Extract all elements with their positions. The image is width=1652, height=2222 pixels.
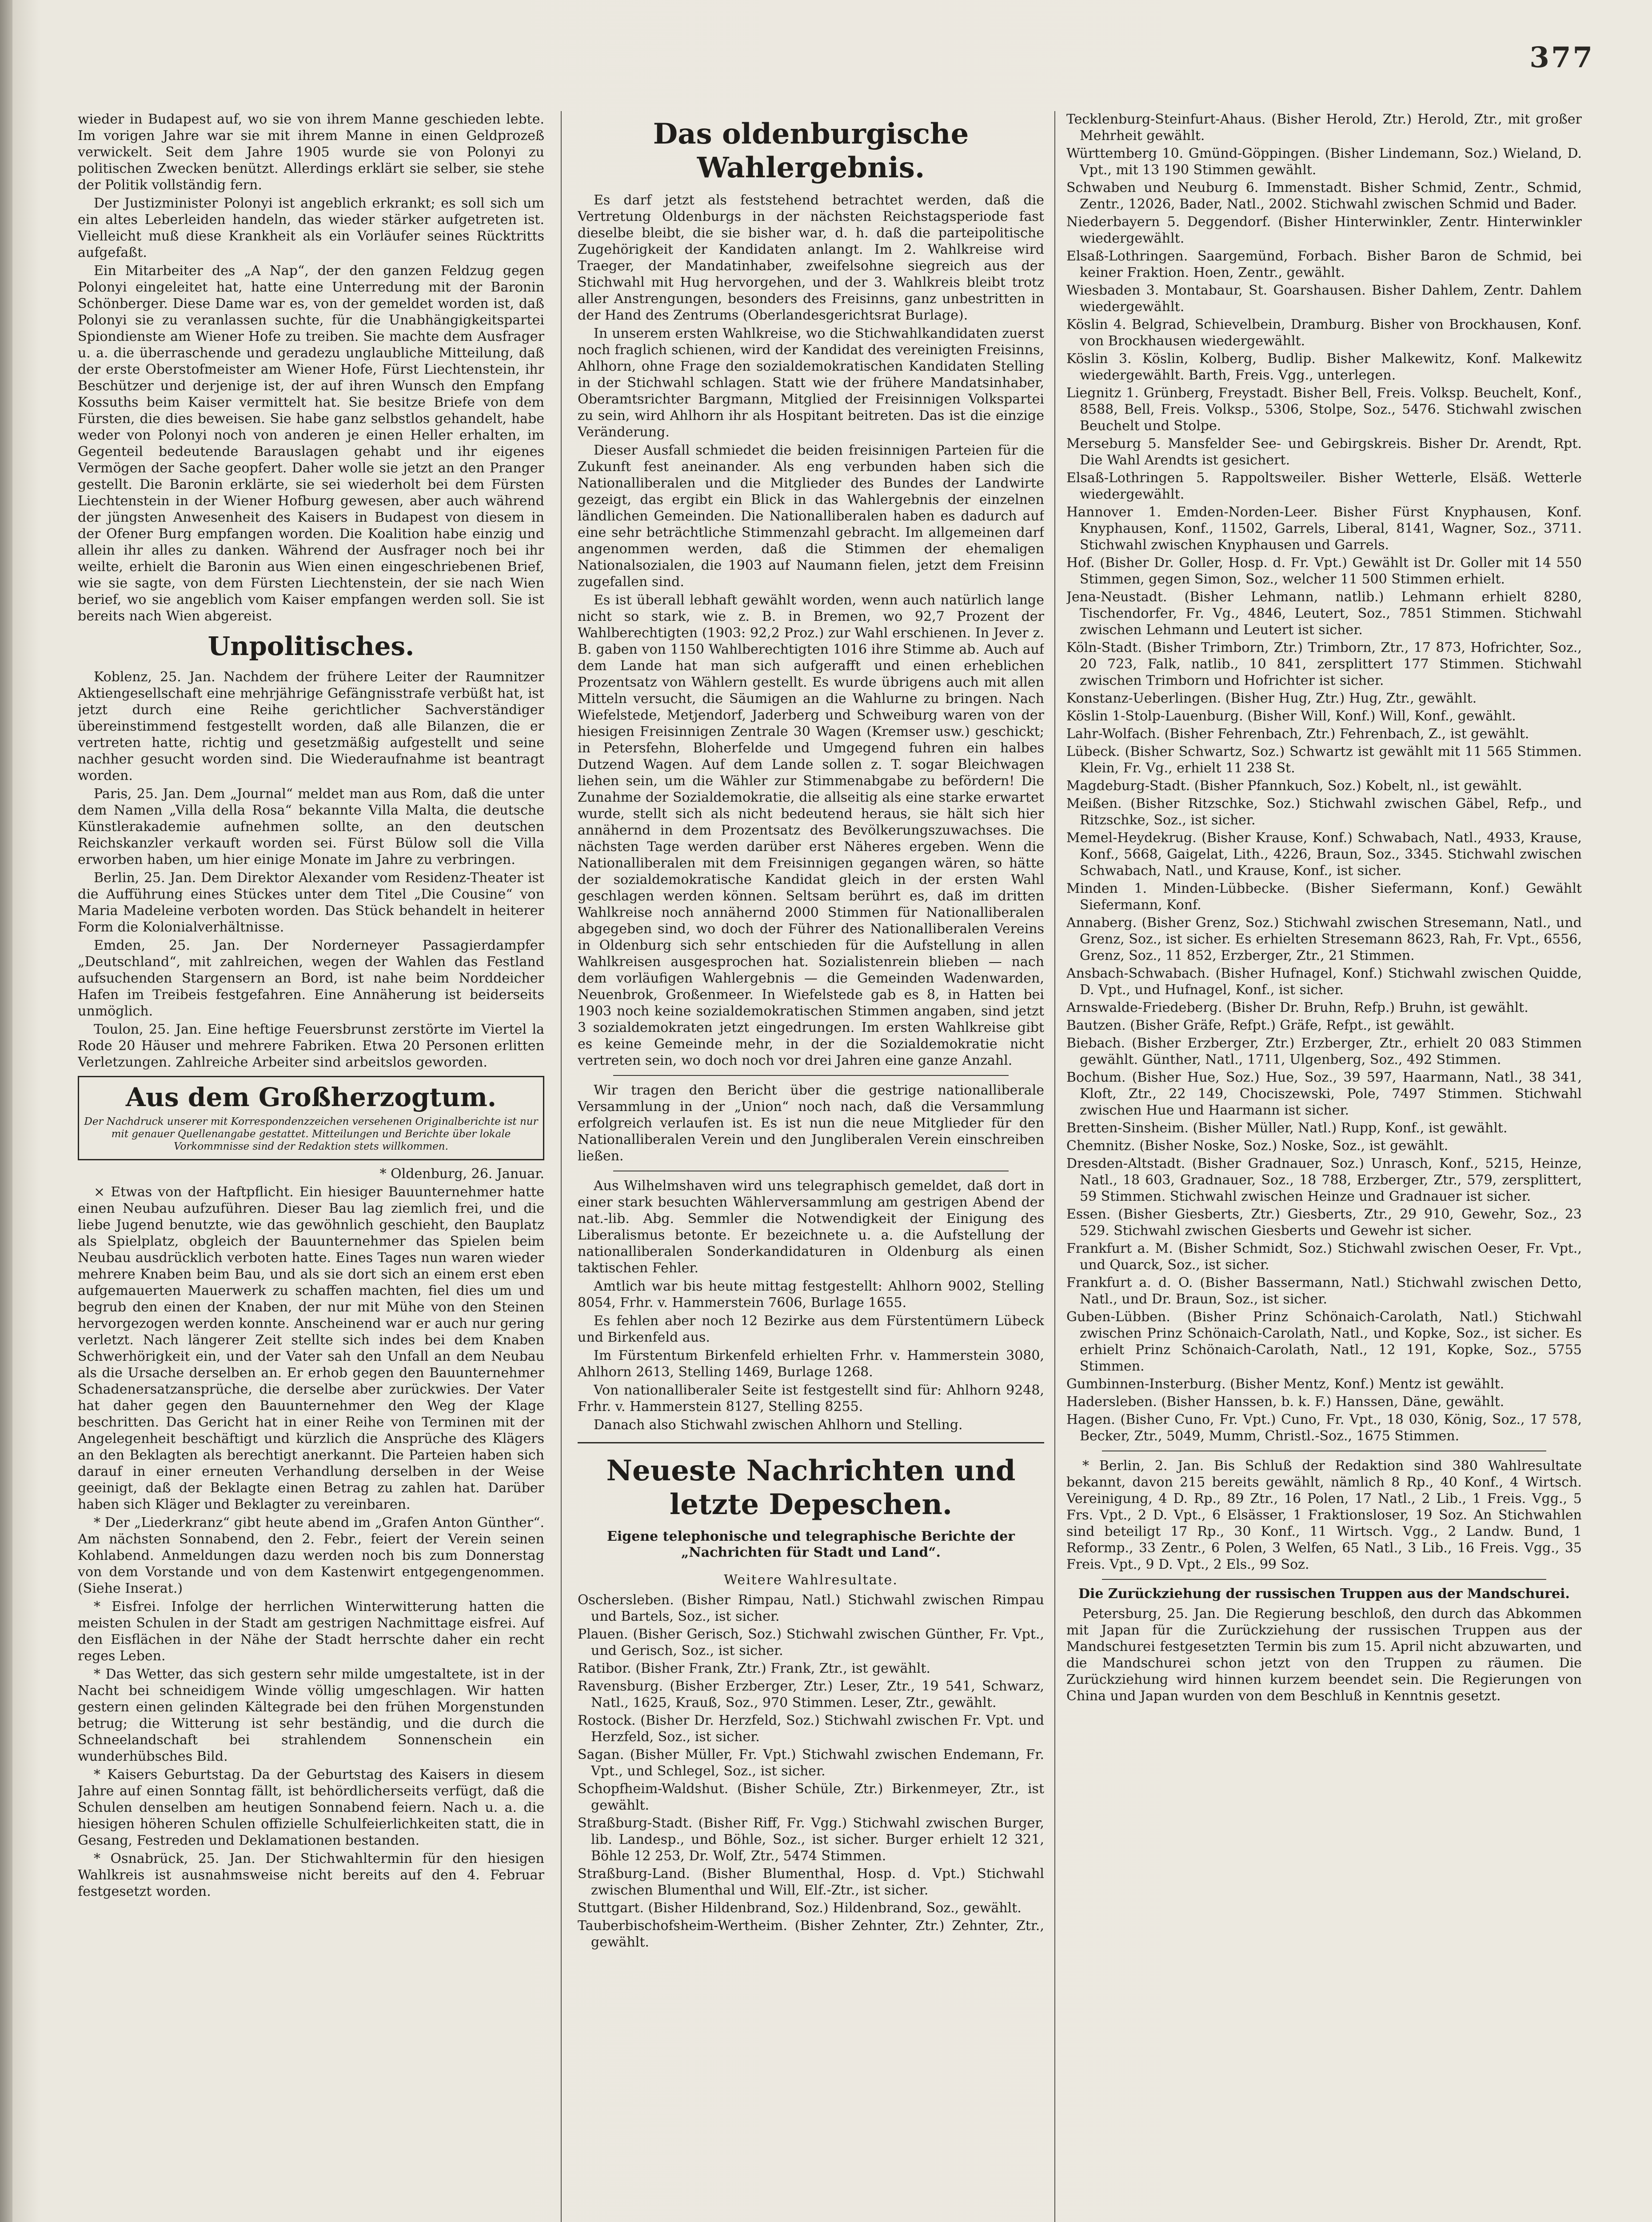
result-item: Köln-Stadt. (Bisher Trimborn, Ztr.) Trimborn, Ztr., 17 873, Hofrichter, Soz., 20 723, Falk, natlib., 10 841, zersplittert 177 Stimmen. Stichwahl zwischen Trimborn und Hofrichter ist sicher.: [1066, 640, 1582, 688]
divider: [613, 1075, 1009, 1076]
result-item: Hadersleben. (Bisher Hanssen, b. k. F.) Hanssen, Däne, gewählt.: [1066, 1394, 1504, 1410]
news-subtitle: Eigene telephonische und telegraphische Berichte der „Nachrichten für Stadt und Land“.: [607, 1529, 1015, 1560]
result-item: Ravensburg. (Bisher Erzberger, Ztr.) Leser, Ztr., 19 541, Schwarz, Natl., 1625, Krauß, Soz., 970 Stimmen. Leser, Ztr., gewählt.: [578, 1678, 1044, 1710]
section-box-neueste: [578, 1442, 1044, 1567]
article-paragraph: Im Fürstentum Birkenfeld erhielten Frhr. v. Hammerstein 3080, Ahlhorn 2613, Stelling 1469, Burlage 1268.: [578, 1348, 1044, 1380]
result-item: Liegnitz 1. Grünberg, Freystadt. Bisher Bell, Freis. Volksp. Beuchelt, Konf., 8588, Bell, Freis. Volksp., 5306, Stolpe, Soz., 5476. Stichwahl zwischen Beuchelt und Stolpe.: [1066, 385, 1582, 434]
column-rule-1: [561, 111, 562, 2222]
result-item: Frankfurt a. d. O. (Bisher Bassermann, Natl.) Stichwahl zwischen Detto, Natl., und Dr. Braun, Soz., ist sicher.: [1066, 1275, 1582, 1307]
article-paragraph: Von nationalliberaler Seite ist festgestellt sind für: Ahlhorn 9248, Frhr. v. Hammerstein 8127, Stelling 8255.: [578, 1383, 1044, 1415]
result-item: Dresden-Altstadt. (Bisher Gradnauer, Soz.) Unrasch, Konf., 5215, Heinze, Natl., 18 603, Gradnauer, Soz., 18 788, Erzberger, Ztr., 579, zersplittert, 59 Stimmen. Stichwahl zwischen Heinze und Gradnauer ist sicher.: [1066, 1156, 1582, 1204]
column-2: [578, 111, 1044, 2222]
result-item: Straßburg-Land. (Bisher Blumenthal, Hosp. d. Vpt.) Stichwahl zwischen Blumenthal und Will, Elf.-Ztr., ist sicher.: [578, 1866, 1044, 1898]
result-item: Niederbayern 5. Deggendorf. (Bisher Hinterwinkler, Zentr. Hinterwinkler wiedergewählt.: [1066, 214, 1582, 246]
article-paragraph: Danach also Stichwahl zwischen Ahlhorn und Stelling.: [594, 1417, 963, 1433]
news-item: Paris, 25. Jan. Dem „Journal“ meldet man aus Rom, daß die unter dem Namen „Villa della Rosa“ bekannte Villa Malta, die deutsche Künstlerakademie aufnehmen sollte, an den deutschen Reichskanzler verkauft worden sei. Fürst Bülow soll die Villa erworben haben, um hier einige Monate im Jahre zu verbringen.: [78, 786, 544, 867]
result-item: Oschersleben. (Bisher Rimpau, Natl.) Stichwahl zwischen Rimpau und Bartels, Soz., ist sicher.: [578, 1592, 1044, 1624]
article-paragraph: Ein Mitarbeiter des „A Nap“, der den ganzen Feldzug gegen Polonyi eingeleitet hat, hatte eine Unterredung mit der Baronin Schönberger. Diese Dame war es, von der gemeldet worden ist, daß Polonyi sie zu veranlassen suchte, für die Unabhängigkeitspartei Spiondienste am Wiener Hofe zu treiben. Sie machte dem Ausfrager u. a. die überraschende und geradezu unglaubliche Mitteilung, daß der erste Oberstofmeister am Wiener Hofe, Fürst Liechtenstein, ihr Beschützer und derjenige ist, der auf ihren Wunsch den Empfang Kossuths beim Kaiser vermittelt hat. Sie besitze Briefe von dem Fürsten, die dies beweisen. Sie habe ganz selbstlos gehandelt, habe weder von Polonyi noch von anderen je einen Heller erhalten, im Gegenteil bedeutende Barauslagen gehabt und ihr eigenes Vermögen der Sache geopfert. Daher wolle sie jetzt an den Pranger gestellt. Die Baronin erklärte, sie sei wiederholt bei dem Fürsten Liechtenstein in der Wiener Hofburg gewesen, aber auch während der jüngsten Anwesenheit des Kaisers in Budapest von diesem in der Ofener Burg empfangen worden. Die Koalition habe einzig und allein ihr alles zu danken. Während der Ausfrager noch bei ihr weilte, erhielt die Baronin aus Wien einen eingeschriebenen Brief, wie sie sagte, von dem Fürsten Liechtenstein, der sie nach Wien berief, wo sie angeblich vom Kaiser empfangen werden soll. Sie ist bereits nach Wien abgereist.: [78, 263, 544, 624]
headline-neueste-nachrichten: Neueste Nachrichten und letzte Depeschen.: [606, 1454, 1016, 1521]
result-item: Guben-Lübben. (Bisher Prinz Schönaich-Carolath, Natl.) Stichwahl zwischen Prinz Schönaich-Carolath, Natl., und Kopke, Soz., ist sicher. Es erhielt Prinz Schönaich-Carolath, Natl., 12 191, Kopke, Soz., 5755 Stimmen.: [1066, 1309, 1582, 1374]
result-item: Magdeburg-Stadt. (Bisher Pfannkuch, Soz.) Kobelt, nl., ist gewählt.: [1066, 778, 1522, 794]
article-paragraph: Es darf jetzt als feststehend betrachtet werden, daß die Vertretung Oldenburgs in der nächsten Reichstagsperiode fast dieselbe bleibt, die sie bisher war, d. h. daß die parteipolitische Zugehörigkeit der Kandidaten anlangt. Im 2. Wahlkreise wird Traeger, der Mandatinhaber, zweifelsohne siegreich aus der Stichwahl mit Hug hervorgehen, und der 3. Wahlkreis bleibt trotz aller Anstrengungen, besonders des Freisinns, ganz unbestritten in der Hand des Zentrums (Oberlandesgerichtsrat Burlage).: [578, 192, 1044, 323]
result-item: Meißen. (Bisher Ritzschke, Soz.) Stichwahl zwischen Gäbel, Refp., und Ritzschke, Soz., ist sicher.: [1066, 796, 1582, 828]
result-item: Tauberbischofsheim-Wertheim. (Bisher Zehnter, Ztr.) Zehnter, Ztr., gewählt.: [578, 1918, 1044, 1950]
result-item: Merseburg 5. Mansfelder See- und Gebirgskreis. Bisher Dr. Arendt, Rpt. Die Wahl Arendts ist gesichert.: [1066, 436, 1582, 468]
article-paragraph: wieder in Budapest auf, wo sie von ihrem Manne geschieden lebte. Im vorigen Jahre war sie mit ihrem Manne in einen Geldprozeß verwickelt. Seit dem Jahre 1905 wurde sie von Polonyi zu politischen Zwecken benützt. Allerdings erklärt sie selber, sie stehe der Politik vollständig fern.: [78, 112, 544, 193]
result-item: Elsaß-Lothringen 5. Rappoltsweiler. Bisher Wetterle, Elsäß. Wetterle wiedergewählt.: [1066, 470, 1582, 502]
news-item: Toulon, 25. Jan. Eine heftige Feuersbrunst zerstörte im Viertel la Rode 20 Häuser und mehrere Fabriken. Etwa 20 Personen erlitten Verletzungen. Zahlreiche Arbeiter sind arbeitslos geworden.: [78, 1022, 544, 1070]
news-item: × Etwas von der Haftpflicht. Ein hiesiger Bauunternehmer hatte einen Neubau aufzuführen. Dieser Bau lag ziemlich frei, und die liebe Jugend benutzte, wie das gewöhnlich geschieht, den Bauplatz als Spielplatz, obgleich der Bauunternehmer das Spielen beim Neubau ausdrücklich verboten hatte. Eines Tages nun waren wieder mehrere Knaben beim Bau, und als sie dort sich an einem erst eben aufgemauerten Mauerwerk zu schaffen machten, fiel dies um und begrub den einen der Knaben, der nur mit Mühe von den Steinen hervorgezogen werden konnte. Anscheinend war er auch nur gering verletzt. Nach längerer Zeit stellte sich indes bei dem Knaben Schwerhörigkeit ein, und der Vater sah den Unfall an dem Neubau als die Ursache derselben an. Er erhob gegen den Bauunternehmer Schadenersatzansprüche, die derselbe aber zurückwies. Der Vater hat daher gegen den Bauunternehmer den Weg der Klage beschritten. Das Gericht hat in einer Reihe von Terminen mit der Angelegenheit beschäftigt und kürzlich die Ansprüche des Klägers an den Beklagten als berechtigt anerkannt. Die Parteien haben sich darauf in einer erneuten Verhandlung derselben in der Weise geeinigt, daß der Beklagte einen Betrag zu zahlen hat. Darüber haben sich Kläger und Beklagter zu vereinbaren.: [78, 1184, 544, 1512]
result-item: Elsaß-Lothringen. Saargemünd, Forbach. Bisher Baron de Schmid, bei keiner Fraktion. Hoen, Zentr., gewählt.: [1066, 248, 1582, 280]
result-item: Württemberg 10. Gmünd-Göppingen. (Bisher Lindemann, Soz.) Wieland, D. Vpt., mit 13 190 Stimmen gewählt.: [1066, 146, 1582, 178]
news-item: * Osnabrück, 25. Jan. Der Stichwahltermin für den hiesigen Wahlkreis ist ausnahmsweise nicht bereits auf den 4. Februar festgesetzt worden.: [78, 1851, 544, 1899]
result-item: Jena-Neustadt. (Bisher Lehmann, natlib.) Lehmann erhielt 8280, Tischendorfer, Fr. Vg., 4846, Leutert, Soz., 7851 Stimmen. Stichwahl zwischen Lehmann und Leutert ist sicher.: [1066, 589, 1582, 638]
result-item: Lübeck. (Bisher Schwartz, Soz.) Schwartz ist gewählt mit 11 565 Stimmen. Klein, Fr. Vg., erhielt 11 238 St.: [1066, 744, 1582, 776]
results-list-continued: [1066, 111, 1582, 1444]
result-item: Bautzen. (Bisher Gräfe, Refpt.) Gräfe, Refpt., ist gewählt.: [1066, 1018, 1455, 1033]
results-list: [578, 1592, 1044, 1950]
result-item: Biebach. (Bisher Erzberger, Ztr.) Erzberger, Ztr., erhielt 20 083 Stimmen gewählt. Günther, Natl., 1711, Ulgenberg, Soz., 492 Stimmen.: [1066, 1035, 1582, 1067]
result-item: Hagen. (Bisher Cuno, Fr. Vpt.) Cuno, Fr. Vpt., 18 030, König, Soz., 17 578, Becker, Ztr., 5049, Mumm, Christl.-Soz., 1675 Stimmen.: [1066, 1412, 1582, 1444]
dateline: * Oldenburg, 26. Januar.: [379, 1166, 544, 1182]
result-item: Rostock. (Bisher Dr. Herzfeld, Soz.) Stichwahl zwischen Fr. Vpt. und Herzfeld, Soz., ist sicher.: [578, 1713, 1044, 1745]
result-item: Frankfurt a. M. (Bisher Schmidt, Soz.) Stichwahl zwischen Oeser, Fr. Vpt., und Quarck, Soz., ist sicher.: [1066, 1241, 1582, 1273]
divider: [1102, 1579, 1546, 1580]
article-paragraph: Aus Wilhelmshaven wird uns telegraphisch gemeldet, daß dort in einer stark besuchten Wählerversammlung am gestrigen Abend der nat.-lib. Abg. Semmler die Notwendigkeit der Einigung des Liberalismus betonte. Er bezeichnete u. a. die Aufstellung der nationalliberalen Sonderkandidaturen in Oldenburg als einen taktischen Fehler.: [578, 1178, 1044, 1276]
result-item: Lahr-Wolfach. (Bisher Fehrenbach, Ztr.) Fehrenbach, Z., ist gewählt.: [1066, 726, 1529, 742]
result-item: Minden 1. Minden-Lübbecke. (Bisher Siefermann, Konf.) Gewählt Siefermann, Konf.: [1066, 881, 1582, 913]
article-paragraph: Wir tragen den Bericht über die gestrige nationalliberale Versammlung in der „Union“ noch nach, daß die Versammlung erfolgreich verlaufen ist. Es ist nun die neue Mitglieder für den Nationalliberalen Verein und den Jungliberalen Verein einschreiben ließen.: [578, 1083, 1044, 1164]
result-item: Straßburg-Stadt. (Bisher Riff, Fr. Vgg.) Stichwahl zwischen Burger, lib. Landesp., und Böhle, Soz., ist sicher. Burger erhielt 12 321, Böhle 12 253, Dr. Wolf, Ztr., 5474 Stimmen.: [578, 1815, 1044, 1864]
section-heading-grossherzogtum: Aus dem Großherzogtum.: [125, 1082, 497, 1112]
result-item: Stuttgart. (Bisher Hildenbrand, Soz.) Hildenbrand, Soz., gewählt.: [578, 1900, 1022, 1916]
news-item: Koblenz, 25. Jan. Nachdem der frühere Leiter der Raumnitzer Aktiengesellschaft eine mehrjährige Gefängnisstrafe verbüßt hat, ist jetzt durch eine Reihe gerichtlicher Sachverständiger übereinstimmend festgestellt worden, daß alle Bilanzen, die er vertreten hatte, richtig und gesetzmäßig aufgestellt und seine nachher gesucht worden sind. Die Wiederaufnahme ist beantragt worden.: [78, 669, 544, 783]
result-item: Wiesbaden 3. Montabaur, St. Goarshausen. Bisher Dahlem, Zentr. Dahlem wiedergewählt.: [1066, 283, 1582, 315]
headline-wahlergebnis: Das oldenburgische Wahlergebnis.: [653, 117, 969, 184]
mandschurei-heading: Die Zurückziehung der russischen Truppen aus der Mandschurei.: [1078, 1586, 1570, 1602]
news-item: * Der „Liederkranz“ gibt heute abend im „Grafen Anton Günther“. Am nächsten Sonnabend, den 2. Febr., feiert der Verein seinen Kohlabend. Anmeldungen dazu werden noch bis zum Donnerstag von dem Vorstande und von dem Kastenwirt entgegengenommen. (Siehe Inserat.): [78, 1515, 544, 1596]
column-1: [78, 111, 544, 2222]
result-item: Chemnitz. (Bisher Noske, Soz.) Noske, Soz., ist gewählt.: [1066, 1138, 1448, 1154]
result-item: Arnswalde-Friedeberg. (Bisher Dr. Bruhn, Refp.) Bruhn, ist gewählt.: [1066, 1000, 1528, 1015]
reprint-note: Der Nachdruck unserer mit Korrespondenzzeichen versehenen Originalberichte ist nur mit genauer Quellenangabe gestattet. Mitteilungen und Berichte über lokale Vorkommnisse sind der Redaktion stets willkommen.: [84, 1116, 538, 1152]
binding-edge: [0, 0, 12, 2222]
result-item: Bretten-Sinsheim. (Bisher Müller, Natl.) Rupp, Konf., ist gewählt.: [1066, 1120, 1508, 1136]
result-item: Köslin 3. Köslin, Kolberg, Budlip. Bisher Malkewitz, Konf. Malkewitz wiedergewählt. Barth, Freis. Vgg., unterlegen.: [1066, 351, 1582, 383]
article-paragraph: Amtlich war bis heute mittag festgestellt: Ahlhorn 9002, Stelling 8054, Frhr. v. Hammerstein 7606, Burlage 1655.: [578, 1279, 1044, 1311]
article-paragraph: Es ist überall lebhaft gewählt worden, wenn auch natürlich lange nicht so stark, wie z. B. in Bremen, wo 92,7 Prozent der Wahlberechtigten (1903: 92,2 Proz.) zur Wahl erschienen. In Jever z. B. gaben von 1150 Wahlberechtigten 1016 ihre Stimme ab. Auch auf dem Lande hat man sich aufgerafft und einen erheblichen Prozentsatz von Wählern gestellt. Es wurde übrigens auch mit allen Mitteln versucht, die Säumigen an die Wahlurne zu bringen. Nach Wiefelstede, Metjendorf, Jaderberg und Schweiburg waren von der hiesigen Freisinnigen Zentrale 30 Wagen (Kremser usw.) geschickt; in Petersfehn, Bloherfelde und Umgegend fuhren ein halbes Dutzend Wagen. Auf dem Lande sollen z. T. sogar Bleichwagen liehen sein, um die Wähler zur Stimmenabgabe zu befördern! Die Zunahme der Sozialdemokratie, die allseitig als eine starke erwartet wurde, stellt sich als nicht bedeutend heraus, sie hält sich hier annähernd in dem Prozentsatz des Bevölkerungszuwachses. Die nächsten Tage werden darüber erst Näheres ergeben. Wenn die Nationalliberalen mit dem Freisinnigen gegangen wären, so hätte der sozialdemokratische Kandidat gleich in der ersten Wahl geschlagen werden können. Seltsam berührt es, daß im dritten Wahlkreise noch annähernd 2000 Stimmen für Nationalliberalen abgegeben sind, wo doch der Führer des Nationalliberalen Vereins in Oldenburg sich sehr entschieden für die Aufstellung in allen Wahlkreisen ausgesprochen hat. Sozialistenrein blieben — nach dem vorläufigen Wahlergebnis — die Gemeinden Wadenwarden, Neuenbrok, Großenmeer. In Wiefelstede gab es 8, in Hatten bei 1903 noch keine sozialdemokratischen Stimmen angaben, sind jetzt 3 sozialdemokraten jetzt eingedrungen. Im ersten Wahlkreise gibt es keine Gemeinde mehr, in der die Sozialdemokratie nicht vertreten sein, wo doch noch vor drei Jahren eine ganze Anzahl.: [578, 592, 1044, 1068]
result-item: Gumbinnen-Insterburg. (Bisher Mentz, Konf.) Mentz ist gewählt.: [1066, 1376, 1504, 1392]
result-item: Schopfheim-Waldshut. (Bisher Schüle, Ztr.) Birkenmeyer, Ztr., ist gewählt.: [578, 1781, 1044, 1813]
column-3: [1066, 111, 1582, 2222]
result-item: Konstanz-Ueberlingen. (Bisher Hug, Ztr.) Hug, Ztr., gewählt.: [1066, 691, 1477, 706]
section-heading-unpolitisches: Unpolitisches.: [207, 631, 415, 661]
news-item-petersburg: Petersburg, 25. Jan. Die Regierung beschloß, den durch das Abkommen mit Japan für die Zurückziehung der russischen Truppen aus der Mandschurei festgesetzten Termin bis zum 15. April nicht abzuwarten, und die Mandschurei schon jetzt von den Truppen zu räumen. Die Zurückziehung wird hinnen kurzem beendet sein. Die Regierungen von China und Japan wurden von dem Beschluß in Kenntnis gesetzt.: [1066, 1606, 1582, 1704]
news-item: * Eisfrei. Infolge der herrlichen Winterwitterung hatten die meisten Schulen in der Stadt am gestrigen Nachmittage eisfrei. Auf den Eisflächen in der Nähe der Stadt herrschte daher ein recht reges Leben.: [78, 1599, 544, 1664]
result-item: Memel-Heydekrug. (Bisher Krause, Konf.) Schwabach, Natl., 4933, Krause, Konf., 5668, Gaigelat, Lith., 4226, Braun, Soz., 3345. Stichwahl zwischen Schwabach, Natl., und Krause, Konf., ist sicher.: [1066, 830, 1582, 879]
result-item: Schwaben und Neuburg 6. Immenstadt. Bisher Schmid, Zentr., Schmid, Zentr., 12026, Bader, Natl., 2002. Stichwahl zwischen Schmid und Bader.: [1066, 180, 1582, 212]
news-item: Emden, 25. Jan. Der Norderneyer Passagierdampfer „Deutschland“, mit zahlreichen, wegen der Wahlen das Festland aufsuchenden Stargensern an Bord, ist nahe beim Norddeicher Hafen im Treibeis festgefahren. Eine Annäherung ist beiderseits unmöglich.: [78, 938, 544, 1019]
result-item: Tecklenburg-Steinfurt-Ahaus. (Bisher Herold, Ztr.) Herold, Ztr., mit großer Mehrheit gewählt.: [1066, 112, 1582, 144]
result-item: Plauen. (Bisher Gerisch, Soz.) Stichwahl zwischen Günther, Fr. Vpt., und Gerisch, Soz., ist sicher.: [578, 1627, 1044, 1659]
news-item: * Kaisers Geburtstag. Da der Geburtstag des Kaisers in diesem Jahre auf einen Sonntag fällt, ist behördlicherseits verfügt, daß die Schulen denselben am heutigen Sonnabend feiern. Nach u. a. die hiesigen höheren Schulen offizielle Schulfeierlichkeiten statt, die in Gesang, Festreden und Deklamationen bestanden.: [78, 1767, 544, 1848]
article-paragraph: Der Justizminister Polonyi ist angeblich erkrankt; es soll sich um ein altes Leberleiden handeln, das wieder stärker aufgetreten ist. Vielleicht muß diese Krankheit als ein Vorläufer seines Rücktritts aufgefaßt.: [78, 196, 544, 260]
news-item: Berlin, 25. Jan. Dem Direktor Alexander vom Residenz-Theater ist die Aufführung eines Stückes unter dem Titel „Die Cousine“ von Maria Madeleine verboten worden. Das Stück behandelt in heiterer Form die Kolonialverhältnisse.: [78, 870, 544, 935]
article-paragraph: In unserem ersten Wahlkreise, wo die Stichwahlkandidaten zuerst noch fraglich schienen, wird der Kandidat des vereinigten Freisinns, Ahlhorn, ohne Frage den sozialdemokratischen Kandidaten Stelling in der Stichwahl schlagen. Statt wie der frühere Mandatsinhaber, Oberamtsrichter Bargmann, Mitglied der Freisinnigen Volkspartei zu sein, wird Ahlhorn ihr als Hospitant beitreten. Das ist die einzige Veränderung.: [578, 326, 1044, 440]
result-item: Ansbach-Schwabach. (Bisher Hufnagel, Konf.) Stichwahl zwischen Quidde, D. Vpt., und Hufnagel, Konf., ist sicher.: [1066, 966, 1582, 998]
section-box-grossherzogtum: [78, 1076, 544, 1160]
result-item: Hannover 1. Emden-Norden-Leer. Bisher Fürst Knyphausen, Konf. Knyphausen, Konf., 11502, Garrels, Liberal, 8141, Wagner, Soz., 3711. Stichwahl zwischen Knyphausen und Garrels.: [1066, 504, 1582, 553]
result-item: Essen. (Bisher Giesberts, Ztr.) Giesberts, Ztr., 29 910, Gewehr, Soz., 23 529. Stichwahl zwischen Giesberts und Gewehr ist sicher.: [1066, 1207, 1582, 1239]
result-item: Hof. (Bisher Dr. Goller, Hosp. d. Fr. Vpt.) Gewählt ist Dr. Goller mit 14 550 Stimmen, gegen Simon, Soz., welcher 11 500 Stimmen erhielt.: [1066, 555, 1582, 587]
result-item: Köslin 4. Belgrad, Schievelbein, Dramburg. Bisher von Brockhausen, Konf. von Brockhausen wiedergewählt.: [1066, 317, 1582, 349]
result-item: Annaberg. (Bisher Grenz, Soz.) Stichwahl zwischen Stresemann, Natl., und Grenz, Soz., ist sicher. Es erhielten Stresemann 8623, Rah, Fr. Vpt., 6556, Grenz, Soz., 11 852, Erzberger, Ztr., 21 Stimmen.: [1066, 915, 1582, 963]
result-item: Ratibor. (Bisher Frank, Ztr.) Frank, Ztr., ist gewählt.: [578, 1661, 931, 1676]
news-item-berlin: * Berlin, 2. Jan. Bis Schluß der Redaktion sind 380 Wahlresultate bekannt, davon 215 bereits gewählt, nämlich 8 Rp., 40 Konf., 4 Wirtsch. Vereinigung, 4 D. Rp., 89 Ztr., 16 Polen, 17 Natl., 2 Lib., 1 Freis. Vgg., 5 Frs. Vpt., 2 D. Vpt., 6 Elsässer, 1 Fraktionsloser, 19 Soz. An Stichwahlen sind beteiligt 17 Rp., 30 Konf., 11 Wirtsch. Vgg., 2 Landw. Bund, 1 Reformp., 33 Zentr., 6 Polen, 3 Welfen, 65 Natl., 3 Lib., 16 Freis. Vgg., 35 Freis. Vpt., 9 D. Vpt., 2 Els., 99 Soz.: [1066, 1458, 1582, 1572]
result-item: Bochum. (Bisher Hue, Soz.) Hue, Soz., 39 597, Haarmann, Natl., 38 341, Kloft, Ztr., 22 149, Chociszewski, Pole, 7497 Stimmen. Stichwahl zwischen Hue und Haarmann ist sicher.: [1066, 1070, 1582, 1118]
page-number: 377: [1529, 41, 1594, 74]
column-rule-2: [1054, 111, 1055, 2222]
results-heading: Weitere Wahlresultate.: [724, 1572, 898, 1588]
news-item: * Das Wetter, das sich gestern sehr milde umgestaltete, ist in der Nacht bei schneidigem Winde völlig umgeschlagen. Wir hatten gestern einen gelinden Kältegrade bei den frühen Morgenstunden betrug; die Witterung ist sehr beständig, und die durch die Schneelandschaft bei strahlendem Sonnenschein ein wunderhübsches Bild.: [78, 1666, 544, 1764]
article-paragraph: Es fehlen aber noch 12 Bezirke aus dem Fürstentümern Lübeck und Birkenfeld aus.: [578, 1313, 1044, 1345]
result-item: Sagan. (Bisher Müller, Fr. Vpt.) Stichwahl zwischen Endemann, Fr. Vpt., und Schlegel, Soz., ist sicher.: [578, 1747, 1044, 1779]
article-paragraph: Dieser Ausfall schmiedet die beiden freisinnigen Parteien für die Zukunft fest aneinander. Als eng verbunden haben sich die Nationalliberalen und die Mitglieder des Bundes der Landwirte gezeigt, das ergibt ein Blick in das Wahlergebnis der einzelnen ländlichen Gemeinden. Die Nationalliberalen haben es dadurch auf eine sehr beträchtliche Stimmenzahl gebracht. Im allgemeinen darf angenommen werden, daß die Stimmen der ehemaligen Nationalsozialen, die 1903 auf Naumann fielen, jetzt dem Freisinn zugefallen sind.: [578, 443, 1044, 590]
result-item: Köslin 1-Stolp-Lauenburg. (Bisher Will, Konf.) Will, Konf., gewählt.: [1066, 708, 1516, 724]
